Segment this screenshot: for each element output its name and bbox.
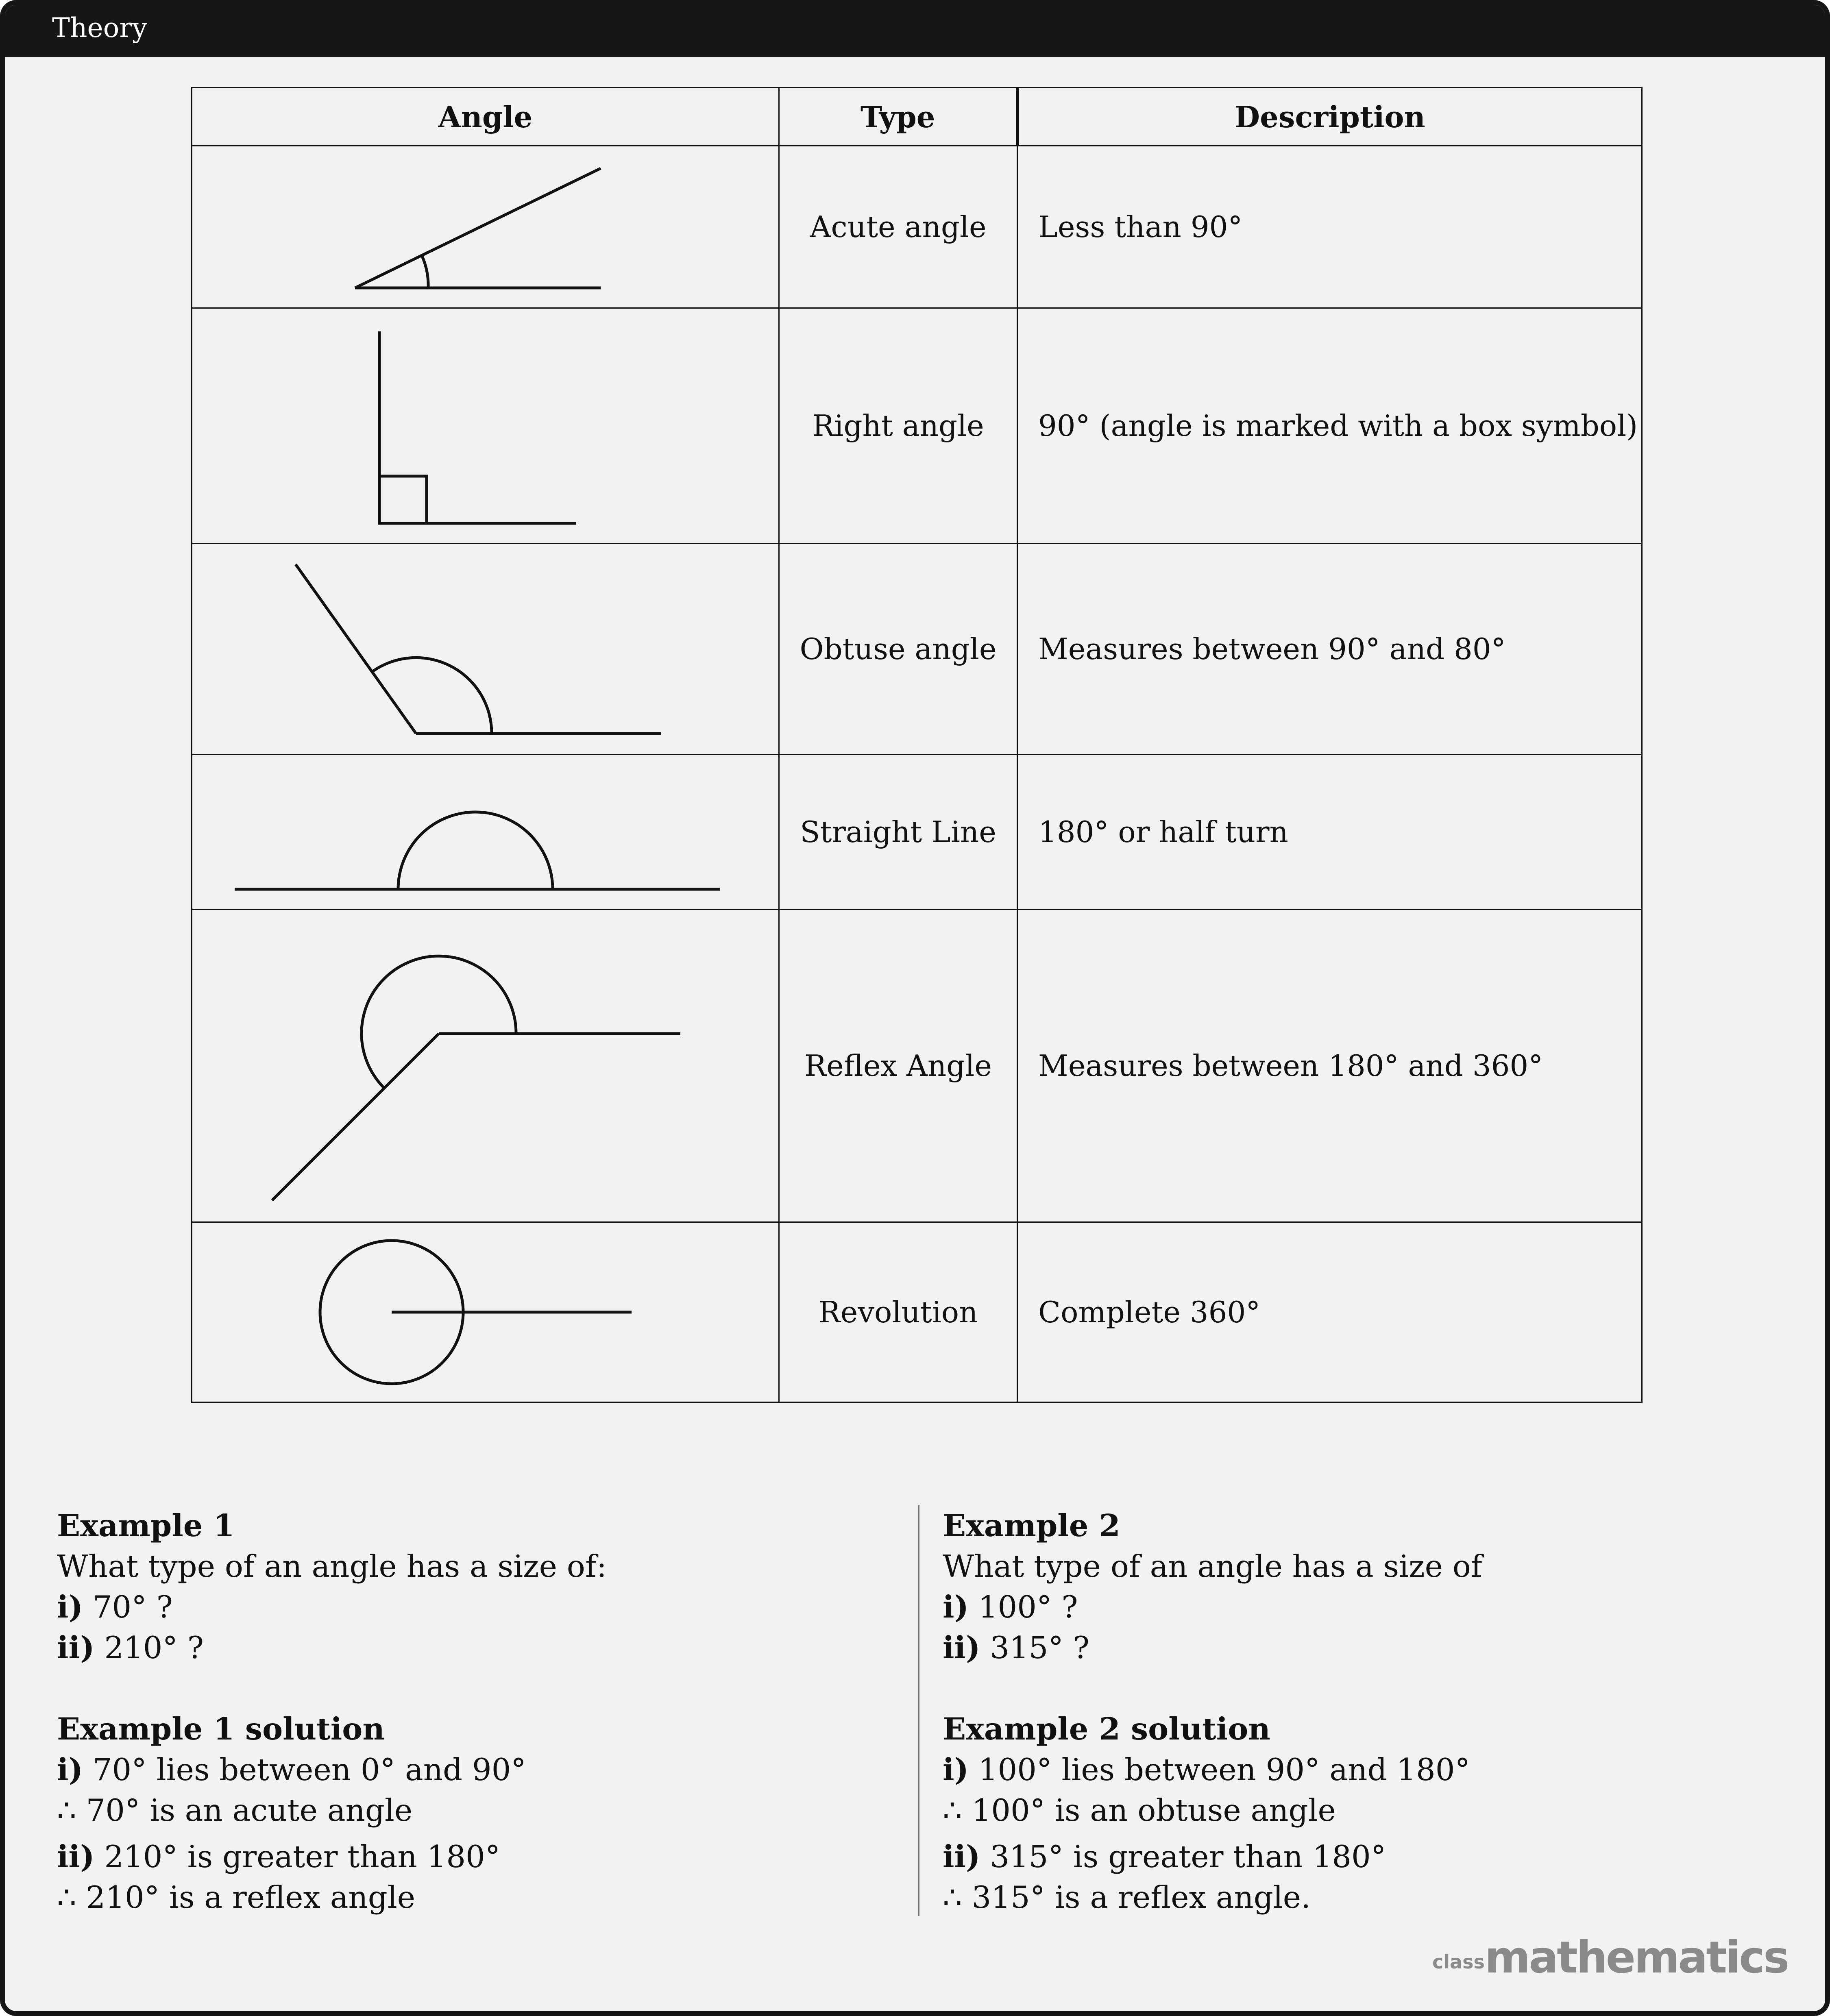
example-title: Example 2 bbox=[943, 1508, 1120, 1544]
item-text: 70° lies between 0° and 90° bbox=[92, 1752, 526, 1787]
angle-type: Acute angle bbox=[779, 146, 1017, 308]
item-text: 315° ? bbox=[990, 1630, 1090, 1665]
item-label: ii) bbox=[57, 1630, 95, 1665]
angle-description: Complete 360° bbox=[1017, 1222, 1642, 1402]
angle-type: Right angle bbox=[779, 308, 1017, 544]
item-label: i) bbox=[57, 1589, 83, 1625]
item-label: i) bbox=[943, 1752, 969, 1787]
item-text: 210° ? bbox=[104, 1630, 204, 1665]
item-text: 210° is greater than 180° bbox=[104, 1839, 501, 1874]
column-divider bbox=[918, 1505, 919, 1916]
table-row bbox=[192, 308, 1642, 544]
solution-title: Example 1 solution bbox=[57, 1711, 385, 1747]
solution-conclusion: ∴ 70° is an acute angle bbox=[57, 1792, 413, 1828]
angle-description: Less than 90° bbox=[1017, 146, 1642, 308]
acute-angle-figure bbox=[192, 146, 780, 307]
example-question: What type of an angle has a size of bbox=[943, 1548, 1482, 1584]
angle-figure-cell bbox=[192, 146, 779, 308]
table-header-row bbox=[192, 88, 1642, 146]
solution-conclusion: ∴ 100° is an obtuse angle bbox=[943, 1792, 1336, 1828]
angle-type: Revolution bbox=[779, 1222, 1017, 1402]
table-row bbox=[192, 755, 1642, 910]
table-row bbox=[192, 146, 1642, 308]
logo-big-text: mathematics bbox=[1484, 1932, 1788, 1983]
angle-description: Measures between 90° and 80° bbox=[1017, 544, 1642, 755]
question-item bbox=[57, 1587, 891, 1627]
revolution-figure bbox=[192, 1223, 780, 1402]
angle-description: 90° (angle is marked with a box symbol) bbox=[1017, 308, 1642, 544]
class-mathematics-logo bbox=[1432, 1932, 1788, 1981]
solution-title: Example 2 solution bbox=[943, 1711, 1270, 1747]
angle-type: Reflex Angle bbox=[779, 910, 1017, 1222]
item-text: 315° is greater than 180° bbox=[990, 1839, 1386, 1874]
angle-type: Obtuse angle bbox=[779, 544, 1017, 755]
header-type: Type bbox=[779, 88, 1017, 146]
item-label: ii) bbox=[943, 1630, 980, 1665]
angle-types-table bbox=[191, 87, 1643, 1403]
item-label: i) bbox=[943, 1589, 969, 1625]
example-question: What type of an angle has a size of: bbox=[57, 1548, 607, 1584]
example-1 bbox=[57, 1505, 891, 1918]
item-label: ii) bbox=[57, 1839, 95, 1874]
right-angle-figure bbox=[192, 309, 780, 543]
angle-figure-cell bbox=[192, 544, 779, 755]
angle-figure-cell bbox=[192, 1222, 779, 1402]
table-row bbox=[192, 1222, 1642, 1402]
angle-figure-cell bbox=[192, 910, 779, 1222]
logo-small-text: class bbox=[1432, 1951, 1485, 1973]
example-2 bbox=[943, 1505, 1776, 1918]
title-bar bbox=[5, 5, 1825, 57]
header-description: Description bbox=[1017, 88, 1642, 146]
question-item bbox=[943, 1587, 1776, 1627]
angle-figure-cell bbox=[192, 308, 779, 544]
header-angle: Angle bbox=[192, 88, 779, 146]
question-item bbox=[57, 1627, 891, 1668]
angle-type: Straight Line bbox=[779, 755, 1017, 910]
straight-line-figure bbox=[192, 755, 780, 909]
table-row bbox=[192, 544, 1642, 755]
item-label: ii) bbox=[943, 1839, 980, 1874]
solution-item bbox=[57, 1749, 891, 1790]
table-row bbox=[192, 910, 1642, 1222]
solution-item bbox=[57, 1836, 891, 1877]
page-title: Theory bbox=[52, 12, 148, 44]
angle-figure-cell bbox=[192, 755, 779, 910]
obtuse-angle-figure bbox=[192, 544, 780, 754]
angle-description: Measures between 180° and 360° bbox=[1017, 910, 1642, 1222]
item-text: 100° ? bbox=[978, 1589, 1078, 1625]
item-label: i) bbox=[57, 1752, 83, 1787]
question-item bbox=[943, 1627, 1776, 1668]
reflex-angle-figure bbox=[192, 910, 780, 1221]
item-text: 70° ? bbox=[92, 1589, 173, 1625]
solution-item bbox=[943, 1836, 1776, 1877]
solution-conclusion: ∴ 210° is a reflex angle bbox=[57, 1879, 416, 1915]
example-title: Example 1 bbox=[57, 1508, 235, 1544]
angle-description: 180° or half turn bbox=[1017, 755, 1642, 910]
solution-conclusion: ∴ 315° is a reflex angle. bbox=[943, 1879, 1311, 1915]
item-text: 100° lies between 90° and 180° bbox=[978, 1752, 1470, 1787]
solution-item bbox=[943, 1749, 1776, 1790]
